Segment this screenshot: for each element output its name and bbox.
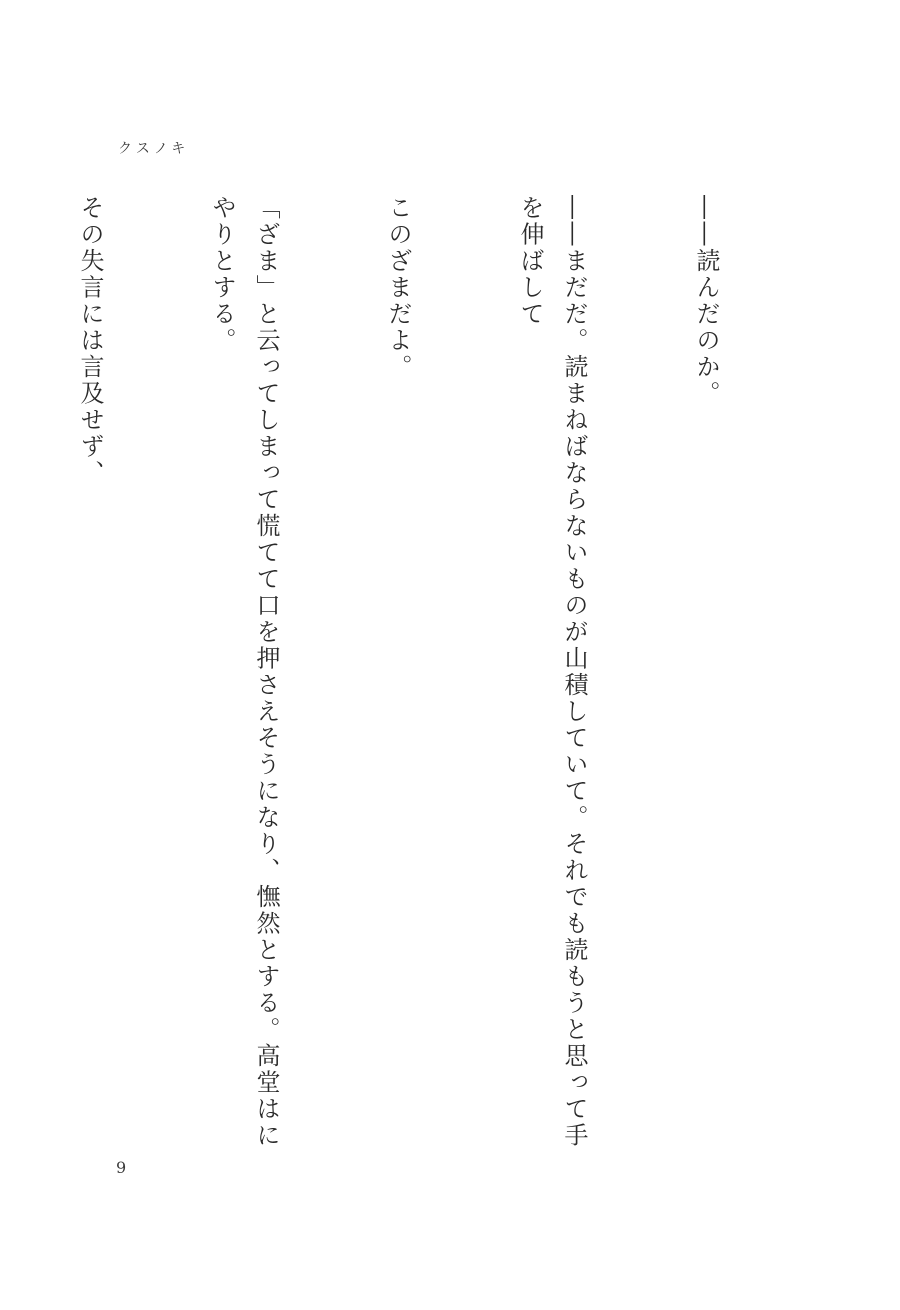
text-line: このざまだよ。 [384, 195, 412, 381]
page-number: 9 [116, 1158, 127, 1177]
running-head: クスノキ [118, 141, 190, 157]
text-line: ――まだだ。読まねばならないものが山積していて。それでも読もうと思って手を伸ばして [516, 195, 588, 1149]
text-line: その失言には言及せず、 [76, 195, 104, 487]
text-line: 「ざま」と云ってしまって慌てて口を押さえそうになり、憮然とする。高堂はにやりとする。 [208, 195, 280, 1149]
body-text [76, 195, 816, 1155]
text-line: ――読んだのか。 [692, 195, 720, 407]
